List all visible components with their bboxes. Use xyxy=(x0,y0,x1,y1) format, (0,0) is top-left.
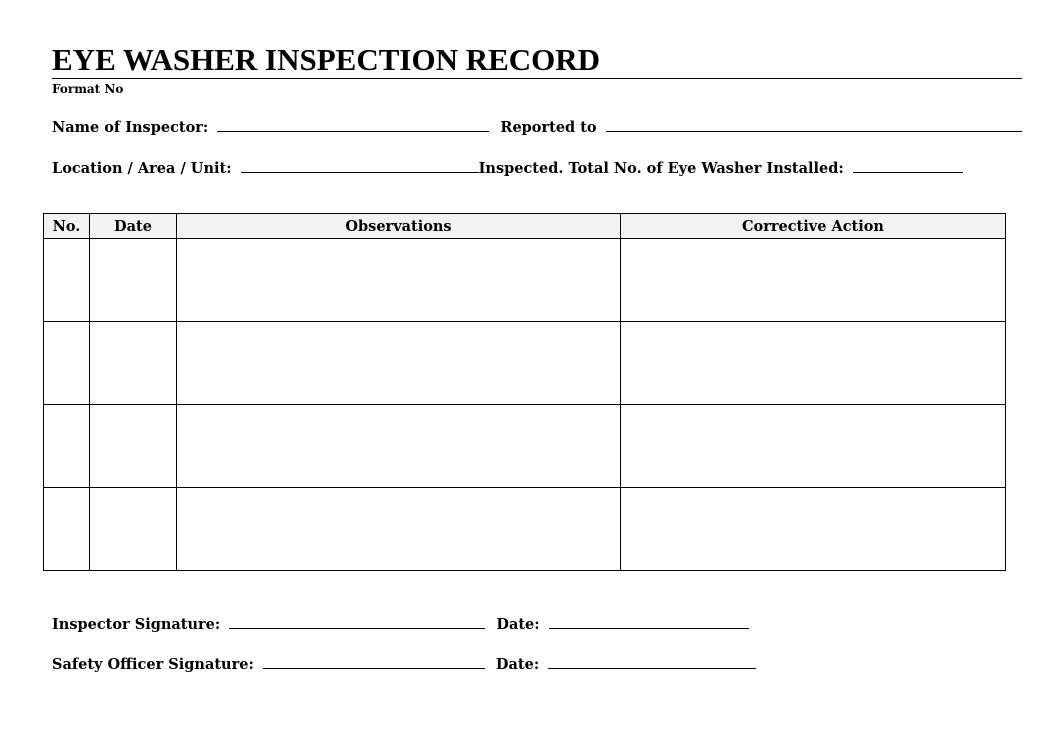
inspector-label: Name of Inspector: xyxy=(52,119,209,136)
cell-observations[interactable] xyxy=(177,405,621,488)
cell-date[interactable] xyxy=(90,322,177,405)
total-installed-field[interactable] xyxy=(853,158,963,173)
inspector-signature-label: Inspector Signature: xyxy=(52,616,221,633)
format-no-label: Format No xyxy=(52,82,124,96)
cell-observations[interactable] xyxy=(177,322,621,405)
safety-officer-signature-label: Safety Officer Signature: xyxy=(52,656,254,673)
inspection-table xyxy=(43,213,1006,571)
cell-corrective-action[interactable] xyxy=(621,239,1006,322)
inspector-date-field[interactable] xyxy=(549,614,749,629)
column-header-date: Date xyxy=(90,214,177,239)
column-header-observations: Observations xyxy=(177,214,621,239)
page-title: EYE WASHER INSPECTION RECORD xyxy=(52,42,601,77)
cell-no[interactable] xyxy=(44,405,90,488)
inspector-date-label: Date: xyxy=(496,616,540,633)
cell-no[interactable] xyxy=(44,239,90,322)
title-divider xyxy=(52,78,1022,79)
cell-corrective-action[interactable] xyxy=(621,322,1006,405)
location-row xyxy=(52,158,963,180)
cell-corrective-action[interactable] xyxy=(621,488,1006,571)
inspector-signature-field[interactable] xyxy=(229,614,485,629)
location-label: Location / Area / Unit: xyxy=(52,160,232,177)
cell-date[interactable] xyxy=(90,488,177,571)
cell-observations[interactable] xyxy=(177,239,621,322)
reported-to-label: Reported to xyxy=(500,119,597,136)
table-header-row xyxy=(44,214,1006,239)
table-row xyxy=(44,239,1006,322)
column-header-corrective-action: Corrective Action xyxy=(621,214,1006,239)
cell-no[interactable] xyxy=(44,488,90,571)
cell-observations[interactable] xyxy=(177,488,621,571)
inspector-name-field[interactable] xyxy=(217,117,489,132)
inspector-row xyxy=(52,117,1022,139)
safety-officer-signature-row xyxy=(52,654,756,676)
cell-corrective-action[interactable] xyxy=(621,405,1006,488)
location-field[interactable] xyxy=(241,158,479,173)
safety-officer-signature-field[interactable] xyxy=(263,654,485,669)
table-row xyxy=(44,488,1006,571)
safety-officer-date-field[interactable] xyxy=(548,654,756,669)
cell-date[interactable] xyxy=(90,405,177,488)
table-row xyxy=(44,405,1006,488)
table-row xyxy=(44,322,1006,405)
safety-officer-date-label: Date: xyxy=(495,656,540,673)
cell-date[interactable] xyxy=(90,239,177,322)
total-installed-label: Inspected. Total No. of Eye Washer Installed: xyxy=(478,160,844,177)
inspector-signature-row xyxy=(52,614,749,636)
cell-no[interactable] xyxy=(44,322,90,405)
column-header-no: No. xyxy=(44,214,90,239)
reported-to-field[interactable] xyxy=(606,117,1022,132)
